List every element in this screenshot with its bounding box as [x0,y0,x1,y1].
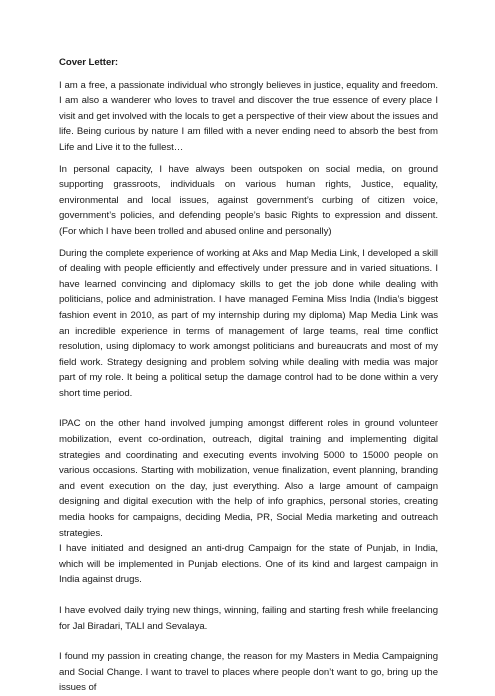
paragraph-introduction: I am a free, a passionate individual who strongly believes in justice, equality and freedom. I am also a wanderer who loves to travel and discover the true essence of every place I visit and get involved with the locals to get a perspective of their view about the issues and life. Being curious by nature I am filled with a never ending need to absorb the best from Life and Live it to the fullest… [59,79,438,153]
cover-letter-heading: Cover Letter: [59,57,119,68]
paragraph-anti-drug-campaign: I have initiated and designed an anti-drug Campaign for the state of Punjab, in India, which will be implemented in Punjab elections. One of its kind and largest campaign in India against drugs. [59,543,438,586]
paragraph-ipac: IPAC on the other hand involved jumping amongst different roles in ground volunteer mobilization, event co-ordination, outreach, digital training and implementing digital strategies and coordinating and executing events involving 5000 to 15000 people on various occasions. Starting with mobilization, venue finalization, event planning, branding and event execution on the day, just everything. Also a large amount of campaign designing and digital execution with the help of info graphics, personal stories, creating media hooks for campaigns, deciding Media, PR, Social Media marketing and outreach strategies. [59,418,438,539]
paragraph-freelancing: I have evolved daily trying new things, winning, failing and starting fresh while freelancing for Jal Biradari, TALI and Sevalaya. [59,605,438,632]
paragraph-personal-capacity: In personal capacity, I have always been outspoken on social media, on ground supporting grassroots, individuals on various human rights, Justice, equality, environmental and local issues, against government’s curbing of citizen voice, government’s policies, and defending people’s basic Rights to expression and dissent. (For which I have been trolled and abused online and personally) [59,163,438,237]
paragraph-work-experience: During the complete experience of working at Aks and Map Media Link, I developed a skill of dealing with people efficiently and effectively under pressure and in varied situations. I have learned convincing and diplomacy skills to get the job done while dealing with politicians, police and administration. I have managed Femina Miss India (India’s biggest fashion event in 2010, as part of my internship during my diploma) Map Media Link was an incredible experience in terms of management of large teams, real time conflict resolution, using diplomacy to work amongst politicians and bureaucrats and most of my field work. Strategy designing and problem solving while dealing with media was major part of my role. It being a political setup the damage control had to be done within a very short time period. [59,247,438,399]
paragraph-passion: I found my passion in creating change, the reason for my Masters in Media Campaigning and Social Change. I want to travel to places where people don’t want to go, bring up the issues of [59,651,438,694]
cover-letter-page [59,55,438,696]
